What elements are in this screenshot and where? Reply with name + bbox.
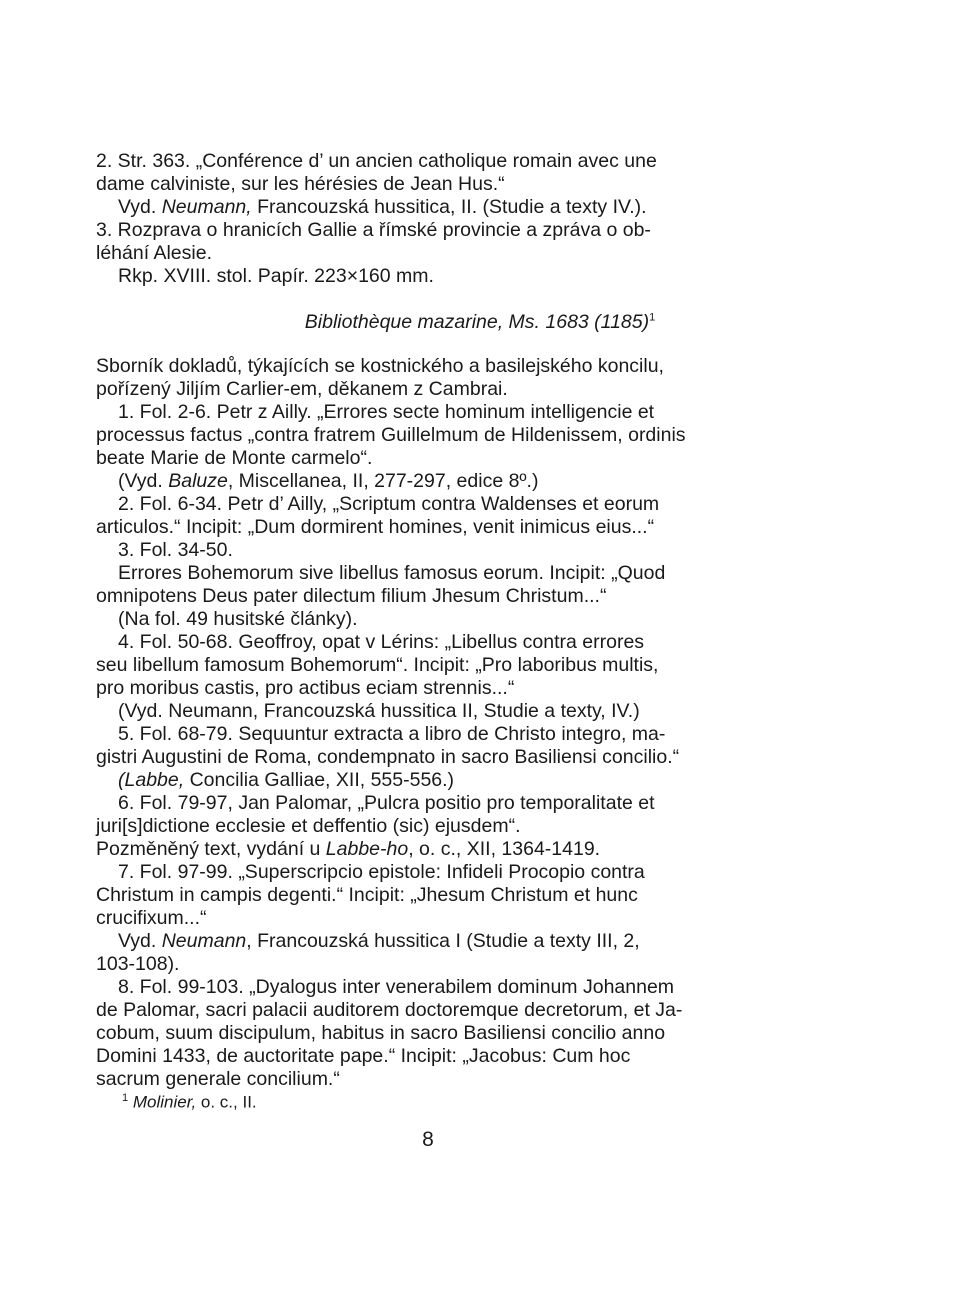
text-line: (Na fol. 49 husitské články). (118, 608, 358, 630)
text-line: Vyd. Neumann, Francouzská hussitica I (Studie a texty III, 2, (118, 930, 640, 952)
text-line: Christum in campis degenti.“ Incipit: „Jhesum Christum et hunc (96, 884, 638, 906)
text-line: dame calviniste, sur les hérésies de Jean Hus.“ (96, 173, 505, 195)
text-line: pro moribus castis, pro actibus eciam strennis...“ (96, 677, 515, 699)
text-line: cobum, suum discipulum, habitus in sacro Basiliensi concilio anno (96, 1022, 666, 1044)
text-line: Domini 1433, de auctoritate pape.“ Incipit: „Jacobus: Cum hoc (96, 1045, 631, 1067)
author-name: Labbe-ho (325, 838, 409, 860)
text-line: articulos.“ Incipit: „Dum dormirent homines, venit inimicus eius...“ (96, 516, 655, 538)
text-line: processus factus „contra fratrem Guillelmum de Hildenissem, ordinis (96, 424, 686, 446)
text-line: (Labbe, Concilia Galliae, XII, 555-556.) (118, 769, 455, 791)
text-line: 6. Fol. 79-97, Jan Palomar, „Pulcra positio pro temporalitate et (118, 792, 655, 814)
text-line: Vyd. Neumann, Francouzská hussitica, II. (Studie a texty IV.). (118, 196, 647, 218)
text-line: Sborník dokladů, týkajících se kostnického a basilejského koncilu, (96, 355, 664, 377)
text-line: 5. Fol. 68-79. Sequuntur extracta a libro de Christo integro, ma- (118, 723, 666, 745)
text-line: sacrum generale concilium.“ (96, 1068, 340, 1090)
text-line: 1. Fol. 2-6. Petr z Ailly. „Errores secte hominum intelligencie et (118, 401, 655, 423)
text-line: juri[s]dictione ecclesie et deffentio (sic) ejusdem“. (96, 815, 521, 837)
text-line: gistri Augustini de Roma, condempnato in sacro Basiliensi concilio.“ (96, 746, 680, 768)
text-line: léhání Alesie. (96, 242, 213, 264)
text-line: 8. Fol. 99-103. „Dyalogus inter venerabilem dominum Johannem (118, 976, 675, 998)
text-line: (Vyd. Baluze, Miscellanea, II, 277-297, edice 8º.) (118, 470, 539, 492)
text-line: 7. Fol. 97-99. „Superscripcio epistole: Infideli Procopio contra (118, 861, 645, 883)
text-line: seu libellum famosum Bohemorum“. Incipit: „Pro laboribus multis, (96, 654, 659, 676)
author-name: Neumann (161, 930, 247, 952)
text-line: Errores Bohemorum sive libellus famosus eorum. Incipit: „Quod (118, 562, 666, 584)
text-line: 3. Rozprava o hranicích Gallie a římské provincie a zpráva o ob- (96, 219, 651, 241)
text-line: crucifixum...“ (96, 907, 207, 929)
text-line: omnipotens Deus pater dilectum filium Jhesum Christum...“ (96, 585, 607, 607)
text-line: Rkp. XVIII. stol. Papír. 223×160 mm. (118, 265, 434, 287)
author-name: Labbe, (124, 769, 185, 791)
text-line: 3. Fol. 34-50. (118, 539, 233, 561)
author-name: Baluze (168, 470, 228, 492)
text-line: beate Marie de Monte carmelo“. (96, 447, 373, 469)
text-line: (Vyd. Neumann, Francouzská hussitica II, Studie a texty, IV.) (118, 700, 640, 722)
author-name: Molinier, (132, 1092, 197, 1112)
text-line: de Palomar, sacri palacii auditorem doctoremque decretorum, et Ja- (96, 999, 683, 1021)
page-number: 8 (422, 1128, 434, 1151)
section-heading: Bibliothèque mazarine, Ms. 1683 $(1185)^1$ (304, 311, 656, 333)
text-line: 103-108). (96, 953, 180, 975)
text-line: 4. Fol. 50-68. Geoffroy, opat v Lérins: „Libellus contra errores (118, 631, 645, 653)
author-name: Neumann, (161, 196, 252, 218)
text-line: 2. Fol. 6-34. Petr d’ Ailly, „Scriptum contra Waldenses et eorum (118, 493, 660, 515)
footnote: $^1$ Molinier, o. c., II. (122, 1092, 257, 1112)
text-line: 2. Str. 363. „Conférence d’ un ancien catholique romain avec une (96, 150, 657, 172)
text-line: Pozměněný text, vydání u Labbe-ho, o. c., XII, 1364-1419. (96, 838, 601, 860)
text-line: pořízený Jiljím Carlier-em, děkanem z Cambrai. (96, 378, 508, 400)
